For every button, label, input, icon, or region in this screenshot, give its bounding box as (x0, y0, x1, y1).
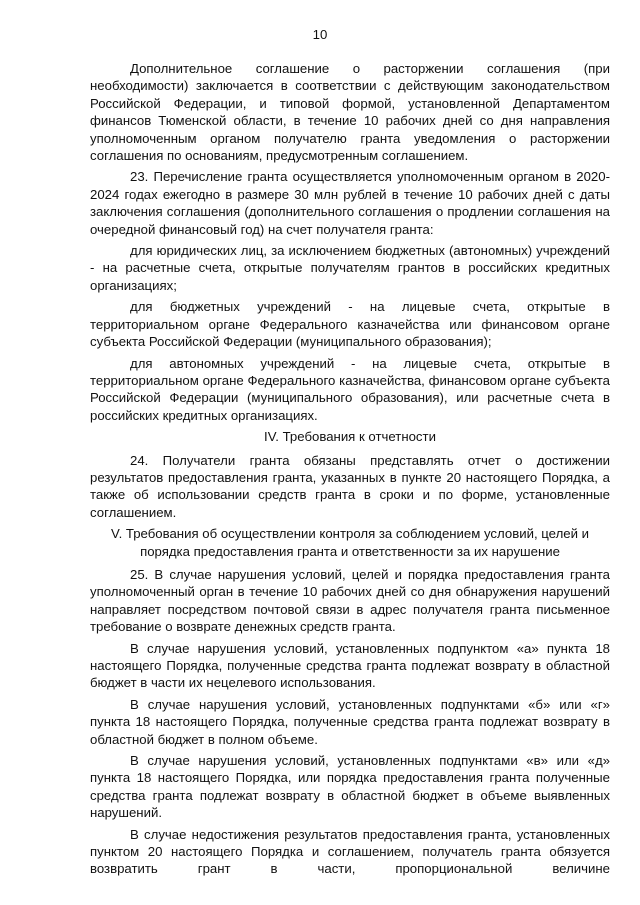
paragraph-autonomous-institutions: для автономных учреждений - на лицевые счета, открытые в территориальном органе Федерального казначейства, финансовом органе субъекта Российской Федерации (муниципального образования), или расчетные счета в российских кредитных организациях. (90, 355, 610, 423)
paragraph-legal-entities: для юридических лиц, за исключением бюджетных (автономных) учреждений - на расчетные счета, открытые получателям грантов в российских кредитных организациях; (90, 243, 610, 293)
paragraph-24: 24. Получатели гранта обязаны представлять отчет о достижении результатов предоставления гранта, указанных в пункте 20 настоящего Порядка, а также об использовании средств гранта в сроки и по форме, установленные соглашением. (90, 452, 610, 520)
paragraph-supplementary-agreement: Дополнительное соглашение о расторжении соглашения (при необходимости) заключается в соответствии с действующим законодательством Российской Федерации, и типовой формой, установленной Департаментом финансов Тюменской области, в течение 10 рабочих дней со дня направления уполномоченным органом получателю гранта уведомления о расторжении соглашения по основаниям, предусмотренным соглашением. (90, 61, 610, 164)
paragraph-violation-a: В случае нарушения условий, установленных подпунктом «а» пункта 18 настоящего Порядка, полученные средства гранта подлежат возврату в областной бюджет в части их нецелевого использования. (90, 640, 610, 691)
section-heading-v: V. Требования об осуществлении контроля за соблюдением условий, целей и порядка предоставления гранта и ответственности за их нарушение (110, 526, 590, 559)
paragraph-violation-v-d: В случае нарушения условий, установленных подпунктами «в» или «д» пункта 18 настоящего Порядка, или порядка предоставления гранта полученные средства гранта подлежат возврату в областной бюджет в объеме выявленных нарушений. (90, 753, 610, 821)
paragraph-25: 25. В случае нарушения условий, целей и порядка предоставления гранта уполномоченный орган в течение 10 рабочих дней со дня обнаружения нарушений направляет посредством почтовой связи в адрес получателя гранта письменное требование о возврате денежных средств гранта. (90, 566, 610, 635)
paragraph-budget-institutions: для бюджетных учреждений - на лицевые счета, открытые в территориальном органе Федерального казначейства или финансовом органе субъекта Российской Федерации (муниципального образования); (90, 299, 610, 350)
paragraph-violation-b-g: В случае нарушения условий, установленных подпунктами «б» или «г» пункта 18 настоящего Порядка, полученные средства гранта подлежат возврату в областной бюджет в полном объеме. (90, 696, 610, 747)
page-number: 10 (312, 27, 328, 42)
document-body (90, 60, 610, 882)
paragraph-23: 23. Перечисление гранта осуществляется уполномоченным органом в 2020-2024 годах ежегодно в размере 30 млн рублей в течение 10 рабочих дней с даты заключения соглашения (дополнительного соглашения о продлении соглашения на очередной финансовый год) на счет получателя гранта: (90, 169, 610, 237)
section-heading-iv: IV. Требования к отчетности (264, 429, 436, 445)
paragraph-non-achievement: В случае недостижения результатов предоставления гранта, установленных пунктом 20 настоящего Порядка и соглашением, получатель гранта обязуется возвратить грант в части, пропорциональной величине (90, 826, 610, 877)
